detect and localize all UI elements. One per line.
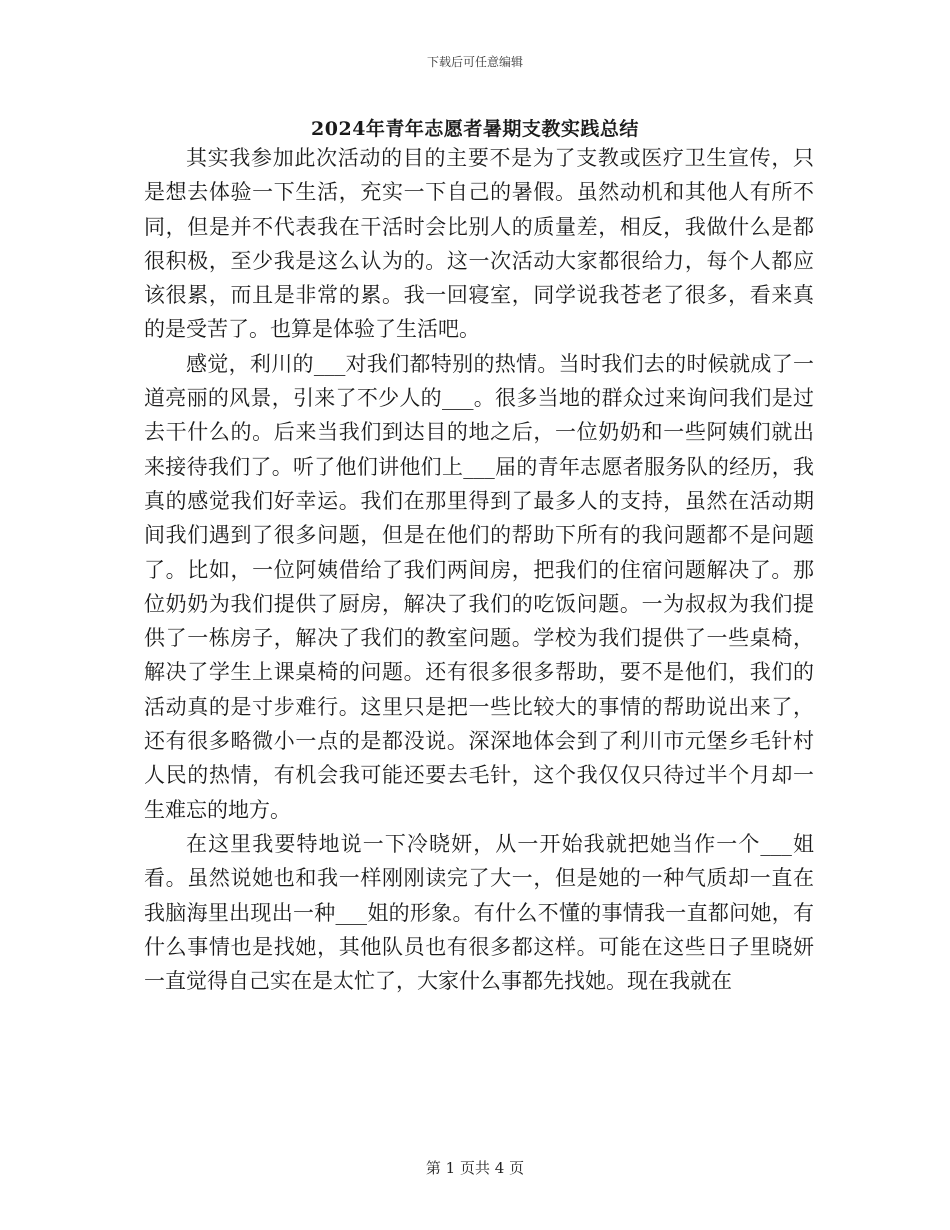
paragraph-2: 感觉，利川的___对我们都特别的热情。当时我们去的时候就成了一道亮丽的风景，引来了不少人的___。很多当地的群众过来询问我们是过去干什么的。后来当我们到达目的地之后，一位奶奶和一些阿姨们就出来接待我们了。听了他们讲他们上___届的青年志愿者服务队的经历，我真的感觉我们好幸运。我们在那里得到了最多人的支持，虽然在活动期间我们遇到了很多问题，但是在他们的帮助下所有的我问题都不是问题了。比如，一位阿姨借给了我们两间房，把我们的住宿问题解决了。那位奶奶为我们提供了厨房，解决了我们的吃饭问题。一为叔叔为我们提供了一栋房子，解决了我们的教室问题。学校为我们提供了一些桌椅，解决了学生上课桌椅的问题。还有很多很多帮助，要不是他们，我们的活动真的是寸步难行。这里只是把一些比较大的事情的帮助说出来了，还有很多略微小一点的是都没说。深深地体会到了利川市元堡乡毛针村人民的热情，有机会我可能还要去毛针，这个我仅仅只待过半个月却一生难忘的地方。 bbox=[144, 351, 814, 822]
paragraph-1: 其实我参加此次活动的目的主要不是为了支教或医疗卫生宣传，只是想去体验一下生活，充实一下自己的暑假。虽然动机和其他人有所不同，但是并不代表我在干活时会比别人的质量差，相反，我做什么是都很积极，至少我是这么认为的。这一次活动大家都很给力，每个人都应该很累，而且是非常的累。我一回寝室，同学说我苍老了很多，看来真的是受苦了。也算是体验了生活吧。 bbox=[144, 146, 814, 342]
page-number: 第 1 页共 4 页 bbox=[425, 1159, 525, 1177]
page-header-note: 下载后可任意编辑 bbox=[426, 55, 523, 69]
document-body bbox=[144, 141, 814, 998]
paragraph-3: 在这里我要特地说一下冷晓妍，从一开始我就把她当作一个___姐看。虽然说她也和我一样刚刚读完了大一，但是她的一种气质却一直在我脑海里出现出一种___姐的形象。有什么不懂的事情我一直都问她，有什么事情也是找她，其他队员也有很多都这样。可能在这些日子里晓妍一直觉得自己实在是太忙了，大家什么事都先找她。现在我就在 bbox=[144, 831, 814, 994]
document-title: 2024年青年志愿者暑期支教实践总结 bbox=[311, 118, 639, 140]
